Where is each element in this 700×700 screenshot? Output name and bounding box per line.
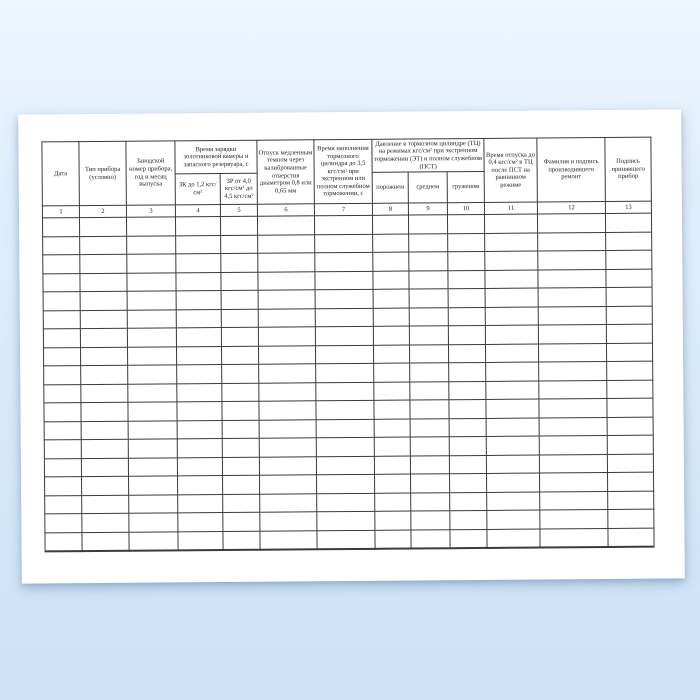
journal-empty-cell (450, 529, 487, 548)
journal-empty-cell (316, 345, 374, 364)
journal-empty-cell (410, 400, 449, 419)
journal-empty-cell (176, 309, 221, 328)
journal-empty-cell (375, 511, 411, 530)
journal-empty-cell (81, 402, 128, 421)
journal-empty-cell (316, 382, 374, 401)
journal-empty-cell (315, 308, 373, 327)
journal-empty-cell (259, 401, 316, 420)
journal-empty-cell (127, 272, 176, 291)
journal-empty-cell (485, 251, 538, 270)
journal-empty-cell (127, 328, 176, 347)
journal-empty-cell (258, 308, 315, 327)
journal-empty-cell (315, 271, 373, 290)
journal-empty-cell (538, 287, 606, 306)
journal-empty-cell (259, 364, 316, 383)
journal-empty-cell (127, 309, 176, 328)
journal-empty-cell (82, 532, 129, 551)
journal-empty-cell (316, 400, 374, 419)
journal-empty-cell (259, 438, 316, 457)
column-number: 7 (314, 203, 372, 215)
col-header-date: Дата (42, 142, 80, 206)
journal-empty-cell (449, 455, 486, 474)
journal-empty-cell (129, 513, 178, 532)
journal-empty-cell (409, 252, 448, 271)
journal-empty-cell (607, 417, 653, 436)
journal-empty-cell (486, 381, 539, 400)
journal-empty-cell (223, 475, 260, 494)
journal-empty-cell (176, 235, 221, 254)
journal-empty-cell (374, 437, 410, 456)
journal-empty-cell (539, 454, 607, 473)
journal-empty-cell (126, 217, 175, 236)
journal-empty-cell (222, 457, 259, 476)
journal-empty-cell (487, 529, 540, 548)
journal-empty-cell (82, 495, 129, 514)
journal-empty-cell (316, 456, 374, 475)
journal-empty-cell (176, 291, 221, 310)
journal-empty-cell (44, 403, 81, 422)
journal-empty-cell (317, 511, 375, 530)
journal-empty-cell (80, 291, 127, 310)
journal-empty-cell (223, 531, 260, 550)
journal-empty-cell (175, 217, 220, 236)
table-header (42, 137, 652, 218)
journal-empty-cell (539, 435, 607, 454)
journal-empty-cell (485, 270, 538, 289)
journal-empty-cell (449, 436, 486, 455)
journal-empty-cell (447, 214, 484, 233)
journal-empty-cell (375, 530, 411, 549)
journal-empty-cell (80, 347, 127, 366)
journal-empty-cell (221, 309, 258, 328)
journal-empty-cell (317, 474, 375, 493)
journal-empty-cell (539, 417, 607, 436)
journal-empty-cell (606, 232, 652, 251)
journal-empty-cell (449, 362, 486, 381)
journal-empty-cell (374, 382, 410, 401)
journal-empty-cell (538, 251, 606, 270)
journal-empty-cell (259, 456, 316, 475)
journal-empty-cell (408, 215, 447, 234)
journal-empty-cell (80, 310, 127, 329)
column-number: 6 (257, 204, 314, 216)
journal-empty-cell (374, 345, 410, 364)
journal-empty-cell (127, 235, 176, 254)
journal-empty-cell (486, 399, 539, 418)
col-header-zr-reservoir: ЗР от 4,0 кгс/см² до 4,5 кгс/см² (220, 173, 257, 204)
journal-empty-cell (449, 344, 486, 363)
journal-empty-cell (44, 384, 81, 403)
journal-empty-cell (42, 218, 79, 237)
column-number: 4 (175, 205, 220, 217)
journal-empty-cell (606, 324, 652, 343)
journal-empty-cell (449, 399, 486, 418)
journal-empty-cell (222, 438, 259, 457)
journal-empty-cell (448, 307, 485, 326)
journal-empty-cell (538, 343, 606, 362)
journal-empty-cell (177, 457, 222, 476)
column-number: 8 (372, 203, 408, 215)
journal-empty-cell (43, 236, 80, 255)
journal-empty-cell (80, 328, 127, 347)
journal-empty-cell (409, 233, 448, 252)
journal-empty-cell (448, 233, 485, 252)
journal-empty-cell (45, 532, 82, 551)
journal-empty-cell (539, 398, 607, 417)
journal-empty-cell (258, 271, 315, 290)
journal-empty-cell (410, 455, 449, 474)
journal-empty-cell (177, 365, 222, 384)
journal-empty-cell (223, 494, 260, 513)
journal-empty-cell (484, 214, 537, 233)
journal-empty-cell (43, 329, 80, 348)
journal-empty-cell (409, 289, 448, 308)
journal-empty-cell (176, 346, 221, 365)
journal-empty-cell (375, 493, 411, 512)
journal-empty-cell (411, 492, 450, 511)
journal-empty-cell (221, 272, 258, 291)
journal-empty-cell (487, 473, 540, 492)
journal-empty-cell (80, 254, 127, 273)
journal-empty-cell (44, 421, 81, 440)
journal-empty-cell (538, 324, 606, 343)
journal-empty-cell (450, 492, 487, 511)
journal-empty-cell (606, 250, 652, 269)
journal-empty-cell (410, 381, 449, 400)
journal-page (18, 109, 685, 583)
journal-empty-cell (487, 510, 540, 529)
column-number: 12 (537, 202, 605, 215)
journal-empty-cell (45, 514, 82, 533)
col-header-mode-empty: порожнем (372, 172, 408, 203)
column-number: 1 (42, 206, 79, 218)
column-number: 2 (79, 205, 126, 217)
journal-empty-cell (410, 418, 449, 437)
journal-empty-cell (485, 233, 538, 252)
journal-empty-cell (223, 512, 260, 531)
journal-empty-cell (374, 456, 410, 475)
journal-empty-cell (485, 288, 538, 307)
journal-empty-cell (258, 290, 315, 309)
journal-empty-cell (259, 382, 316, 401)
col-header-serial-number: Заводской номер прибора, год и месяц выпуска (126, 141, 176, 205)
journal-empty-cell (44, 440, 81, 459)
journal-empty-cell (607, 398, 653, 417)
col-header-accept-signature: Подпись принявшего прибор (605, 137, 652, 201)
journal-empty-cell (409, 307, 448, 326)
table-body (42, 213, 654, 551)
journal-empty-cell (178, 494, 223, 513)
journal-empty-cell (540, 528, 608, 547)
journal-empty-cell (178, 531, 223, 550)
col-header-fill-time: Время наполнения тормозного цилиндра до 3,5 кгс/см² при экстренном или полном служебном торможении, с (314, 139, 373, 203)
journal-empty-cell (177, 383, 222, 402)
journal-empty-cell (372, 215, 408, 234)
journal-empty-cell (607, 454, 653, 473)
journal-empty-cell (43, 347, 80, 366)
journal-empty-cell (411, 529, 450, 548)
column-number: 10 (447, 202, 484, 214)
journal-empty-cell (410, 344, 449, 363)
journal-empty-cell (608, 528, 654, 547)
journal-empty-cell (607, 380, 653, 399)
journal-empty-cell (176, 328, 221, 347)
journal-empty-cell (80, 236, 127, 255)
journal-empty-cell (43, 310, 80, 329)
journal-empty-cell (81, 421, 128, 440)
journal-empty-cell (259, 419, 316, 438)
journal-empty-cell (82, 476, 129, 495)
journal-empty-cell (317, 493, 375, 512)
journal-empty-cell (257, 216, 314, 235)
header-row-groups (42, 137, 651, 175)
journal-empty-cell (176, 254, 221, 273)
journal-empty-cell (222, 383, 259, 402)
journal-empty-cell (373, 271, 409, 290)
journal-empty-cell (128, 365, 177, 384)
journal-empty-cell (317, 530, 375, 549)
journal-empty-cell (411, 511, 450, 530)
journal-empty-cell (177, 402, 222, 421)
journal-empty-cell (221, 253, 258, 272)
journal-empty-cell (374, 400, 410, 419)
journal-empty-cell (81, 458, 128, 477)
journal-empty-cell (606, 287, 652, 306)
journal-empty-cell (43, 273, 80, 292)
col-header-mode-loaded: груженом (447, 171, 484, 202)
journal-empty-row (45, 528, 654, 551)
column-number: 3 (126, 205, 175, 217)
col-group-charge-time: Время зарядки золотниковой камеры и запасного резервуара, с (175, 140, 257, 174)
journal-empty-cell (486, 418, 539, 437)
journal-empty-cell (221, 290, 258, 309)
journal-empty-cell (129, 476, 178, 495)
journal-empty-cell (373, 234, 409, 253)
journal-empty-cell (258, 234, 315, 253)
journal-empty-cell (79, 217, 126, 236)
journal-empty-cell (260, 512, 317, 531)
journal-empty-cell (177, 420, 222, 439)
journal-empty-cell (259, 345, 316, 364)
journal-empty-cell (315, 234, 373, 253)
journal-empty-cell (43, 255, 80, 274)
journal-empty-cell (315, 289, 373, 308)
journal-empty-cell (316, 437, 374, 456)
journal-empty-cell (537, 214, 605, 233)
journal-empty-cell (410, 437, 449, 456)
journal-empty-cell (448, 251, 485, 270)
journal-empty-cell (128, 383, 177, 402)
journal-empty-cell (221, 346, 258, 365)
journal-empty-cell (539, 380, 607, 399)
journal-empty-cell (375, 474, 411, 493)
journal-empty-cell (608, 472, 654, 491)
journal-empty-cell (258, 253, 315, 272)
journal-empty-cell (177, 439, 222, 458)
journal-empty-cell (485, 307, 538, 326)
journal-empty-cell (449, 418, 486, 437)
journal-empty-cell (260, 493, 317, 512)
journal-empty-cell (409, 270, 448, 289)
journal-empty-cell (222, 401, 259, 420)
journal-empty-cell (315, 326, 373, 345)
journal-empty-cell (411, 474, 450, 493)
journal-empty-cell (127, 346, 176, 365)
journal-empty-cell (539, 361, 607, 380)
journal-empty-cell (410, 363, 449, 382)
journal-empty-cell (43, 292, 80, 311)
journal-empty-cell (316, 363, 374, 382)
column-number: 9 (408, 203, 447, 215)
journal-empty-cell (127, 291, 176, 310)
journal-empty-cell (608, 509, 654, 528)
col-header-release-time: Время отпуска до 0,4 кгс/см² в ТЦ после ПСТ на равнинном режиме (484, 138, 538, 202)
journal-empty-cell (540, 491, 608, 510)
journal-empty-cell (449, 381, 486, 400)
journal-empty-cell (448, 288, 485, 307)
journal-empty-cell (258, 327, 315, 346)
journal-empty-cell (45, 477, 82, 496)
journal-empty-cell (487, 492, 540, 511)
journal-empty-cell (373, 289, 409, 308)
journal-empty-cell (128, 402, 177, 421)
journal-empty-cell (315, 252, 373, 271)
col-header-device-type: Тип прибора (условно) (79, 141, 127, 205)
journal-empty-cell (260, 475, 317, 494)
journal-empty-cell (129, 531, 178, 550)
journal-empty-cell (176, 272, 221, 291)
journal-empty-cell (538, 232, 606, 251)
journal-empty-cell (222, 364, 259, 383)
journal-empty-cell (220, 216, 257, 235)
journal-empty-cell (81, 365, 128, 384)
journal-empty-cell (450, 510, 487, 529)
col-header-mode-medium: среднем (408, 172, 447, 203)
journal-empty-cell (605, 213, 651, 232)
journal-empty-cell (127, 254, 176, 273)
journal-empty-cell (314, 215, 372, 234)
journal-empty-cell (607, 361, 653, 380)
journal-empty-cell (260, 530, 317, 549)
journal-empty-cell (81, 439, 128, 458)
journal-empty-cell (373, 308, 409, 327)
journal-empty-cell (538, 269, 606, 288)
journal-empty-cell (129, 494, 178, 513)
journal-empty-cell (485, 325, 538, 344)
journal-empty-cell (448, 270, 485, 289)
journal-empty-cell (222, 420, 259, 439)
journal-empty-cell (448, 325, 485, 344)
journal-empty-cell (45, 495, 82, 514)
brake-device-journal-table (41, 137, 654, 552)
journal-empty-cell (409, 326, 448, 345)
journal-empty-cell (606, 306, 652, 325)
journal-empty-cell (80, 273, 127, 292)
journal-empty-cell (606, 269, 652, 288)
col-header-zk-chamber: ЗК до 1,2 кгс/см² (175, 174, 220, 205)
journal-empty-cell (81, 384, 128, 403)
column-number: 11 (484, 202, 537, 214)
journal-empty-cell (316, 419, 374, 438)
journal-empty-cell (373, 252, 409, 271)
journal-empty-cell (82, 513, 129, 532)
col-group-cylinder-pressure: Давление в тормозном цилиндре (ТЦ) на режимах кгс/см² при экстренном торможении (ЭТ) и полном служебном (ПСТ) (372, 138, 484, 172)
journal-empty-cell (44, 366, 81, 385)
journal-empty-cell (221, 327, 258, 346)
column-number: 13 (605, 201, 651, 213)
journal-empty-cell (128, 457, 177, 476)
journal-empty-cell (44, 458, 81, 477)
journal-empty-cell (485, 344, 538, 363)
journal-empty-cell (450, 473, 487, 492)
journal-empty-cell (538, 306, 606, 325)
journal-empty-cell (128, 439, 177, 458)
journal-empty-cell (128, 420, 177, 439)
journal-empty-cell (608, 491, 654, 510)
journal-empty-cell (178, 513, 223, 532)
col-header-slow-release: Отпуск медленным темпом через калиброванные отверстия диаметром 0,8 или 0,65 мм (257, 140, 315, 204)
journal-empty-cell (540, 509, 608, 528)
journal-empty-cell (486, 362, 539, 381)
journal-empty-cell (373, 326, 409, 345)
journal-empty-cell (221, 235, 258, 254)
journal-empty-cell (178, 476, 223, 495)
col-header-repair-signature: Фамилия и подпись производившего ремонт (537, 138, 606, 203)
column-number: 5 (220, 204, 257, 216)
journal-empty-cell (374, 363, 410, 382)
journal-empty-cell (540, 472, 608, 491)
journal-empty-cell (486, 455, 539, 474)
journal-empty-cell (374, 419, 410, 438)
journal-empty-cell (607, 435, 653, 454)
journal-empty-cell (486, 436, 539, 455)
journal-empty-cell (606, 343, 652, 362)
